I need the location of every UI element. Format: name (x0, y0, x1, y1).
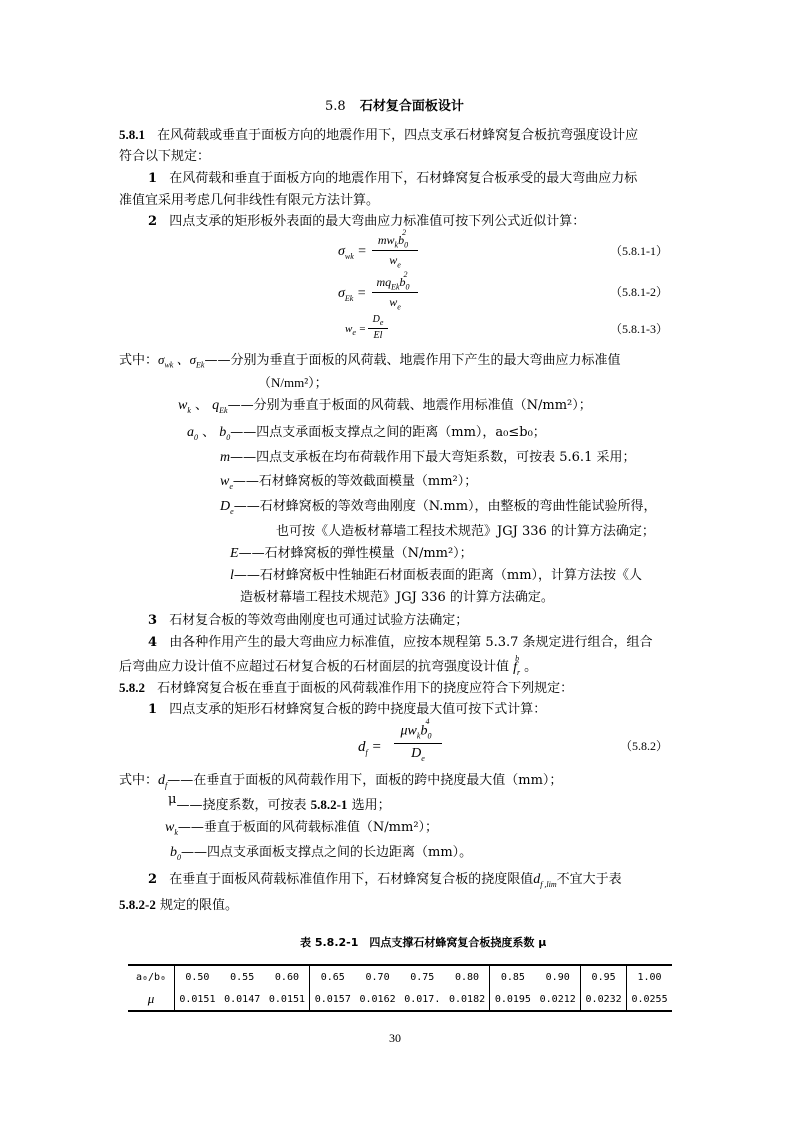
clause-582-item1: 1 四点支承的矩形石材蜂窝复合板的跨中挠度最大值可按下式计算： (148, 702, 547, 717)
mu-cell: 0.0232 (581, 988, 627, 1011)
ratio-cell: 0.90 (545, 971, 570, 983)
mu-cell: 0.0182 (448, 993, 486, 1005)
clause-581-line1 (119, 127, 638, 144)
clause-581-id: 5.8.1 (119, 127, 145, 142)
eq582-number: （5.8.2） (620, 739, 669, 753)
clause-581-item1-l1: 1 在风荷载和垂直于面板方向的地震作用下，石材蜂窝复合板承受的最大弯曲应力标 (148, 171, 638, 186)
clause-581-item1-l2: 准值宜采用考虑几何非线性有限元方法计算。 (119, 193, 380, 208)
table-row-ratio (128, 965, 672, 988)
ratio-cell: 0.85 (490, 965, 535, 988)
clause-582-item2-l1: 2 在垂直于面板风荷载标准值作用下，石材蜂窝复合板的挠度限值$d_{f ,lim}$不宜大于表 (148, 872, 622, 889)
mu-cell: 0.0195 (490, 988, 535, 1011)
mu-cell: 0.0157 (310, 988, 355, 1011)
page-number: 30 (389, 1031, 401, 1045)
table-row-mu (128, 988, 672, 1011)
eq1-number: （5.8.1-1） (610, 244, 668, 258)
def-ab: $a_0$ 、 $b_0——$四点支承面板支撑点之间的距离（mm），a₀≤b₀； (187, 425, 546, 442)
mu-cell: 0.0255 (627, 988, 672, 1011)
section-number: 5.8 (325, 99, 346, 114)
def-b0: $b_0——$四点支承面板支撑点之间的长边距离（mm）。 (170, 845, 473, 862)
def-m: m——四点支承板在均布荷载作用下最大弯矩系数，可按表 5.6.1 采用； (220, 450, 636, 465)
def-de: $D_e——$石材蜂窝板的等效弯曲刚度（N.mm），由整板的弯曲性能试验所得， (220, 499, 657, 516)
clause-581-intro-l2: 符合以下规定： (119, 149, 211, 164)
mu-cell: 0.017. (404, 993, 441, 1005)
def-mu: μ——挠度系数，可按表 5.8.2-1 选用； (168, 792, 391, 813)
table-caption: 表 5.8.2-1 四点支撑石材蜂窝复合板挠度系数 μ (300, 936, 547, 949)
eq2-number: （5.8.1-2） (610, 285, 668, 299)
def-de-l2: 也可按《人造板材幕墙工程技术规范》JGJ 336 的计算方法确定； (276, 524, 655, 539)
ratio-cell: 0.50 (175, 965, 220, 988)
def-l: l——石材蜂窝板中性轴距石材面板表面的距离（mm），计算方法按《人 (230, 568, 643, 583)
def-wq: $w_k$ 、 $q_{Ek}——$分别为垂直于板面的风荷载、地震作用标准值（N/mm²）； (178, 398, 592, 415)
eq3-number: （5.8.1-3） (610, 322, 668, 336)
clause-582-item2-l2: 5.8.2-2 规定的限值。 (119, 897, 238, 913)
ratio-cell: 0.70 (365, 971, 390, 983)
ratio-cell: 0.95 (581, 965, 627, 988)
def-we: $w_e——$石材蜂窝板的等效截面模量（mm²）； (220, 474, 478, 491)
def-e: E——石材蜂窝板的弹性模量（N/mm²）； (230, 546, 473, 561)
coefficient-table (128, 964, 672, 1012)
clause-581-item2: 2 四点支承的矩形板外表面的最大弯曲应力标准值可按下列公式近似计算： (148, 214, 586, 229)
ratio-cell: 0.75 (410, 971, 435, 983)
def-wk: $w_k——$垂直于板面的风荷载标准值（N/mm²）； (165, 820, 439, 837)
def-l-l2: 造板材幕墙工程技术规范》JGJ 336 的计算方法确定。 (240, 590, 554, 605)
clause-582-intro: 5.8.2 石材蜂窝复合板在垂直于面板的风荷载准作用下的挠度应符合下列规定： (119, 680, 574, 696)
ratio-cell: 0.65 (310, 965, 355, 988)
mu-cell: 0.0162 (359, 993, 396, 1005)
clause-581-item4-l2: 后弯曲应力设计值不应超过石材复合板的石材面层的抗弯强度设计值 $f_r^b$。 (119, 654, 538, 677)
ratio-cell: 0.60 (274, 971, 299, 983)
table-row-header: a₀/b₀ (135, 971, 167, 983)
ratio-cell: 0.55 (230, 971, 255, 983)
def-sigma: 式中：$\sigma_{wk}$ 、$\sigma_{Ek}——$分别为垂直于面板的风荷载、地震作用下产生的最大弯曲应力标准值 (119, 352, 621, 370)
mu-cell: 0.0147 (224, 993, 261, 1005)
mu-label: μ (147, 991, 155, 1006)
ratio-cell: 1.00 (627, 965, 672, 988)
def-df: 式中：$d_f——$在垂直于面板的风荷载作用下，面板的跨中挠度最大值（mm）； (119, 773, 563, 790)
def-sigma-unit: （N/mm²）； (258, 375, 328, 390)
clause-581-item3: 3 石材复合板的等效弯曲刚度也可通过试验方法确定； (148, 613, 469, 628)
ratio-cell: 0.80 (455, 971, 480, 983)
clause-581-intro-l1: 在风荷载或垂直于面板方向的地震作用下，四点支承石材蜂窝复合板抗弯强度设计应 (157, 128, 639, 143)
section-title: 石材复合面板设计 (359, 99, 464, 114)
section-heading (325, 99, 464, 115)
mu-cell: 0.0151 (268, 993, 306, 1005)
clause-581-item4-l1: 4 由各种作用产生的最大弯曲应力标准值，应按本规程第 5.3.7 条规定进行组合，组合 (148, 635, 653, 650)
mu-cell: 0.0212 (539, 993, 576, 1005)
mu-cell: 0.0151 (175, 988, 220, 1011)
